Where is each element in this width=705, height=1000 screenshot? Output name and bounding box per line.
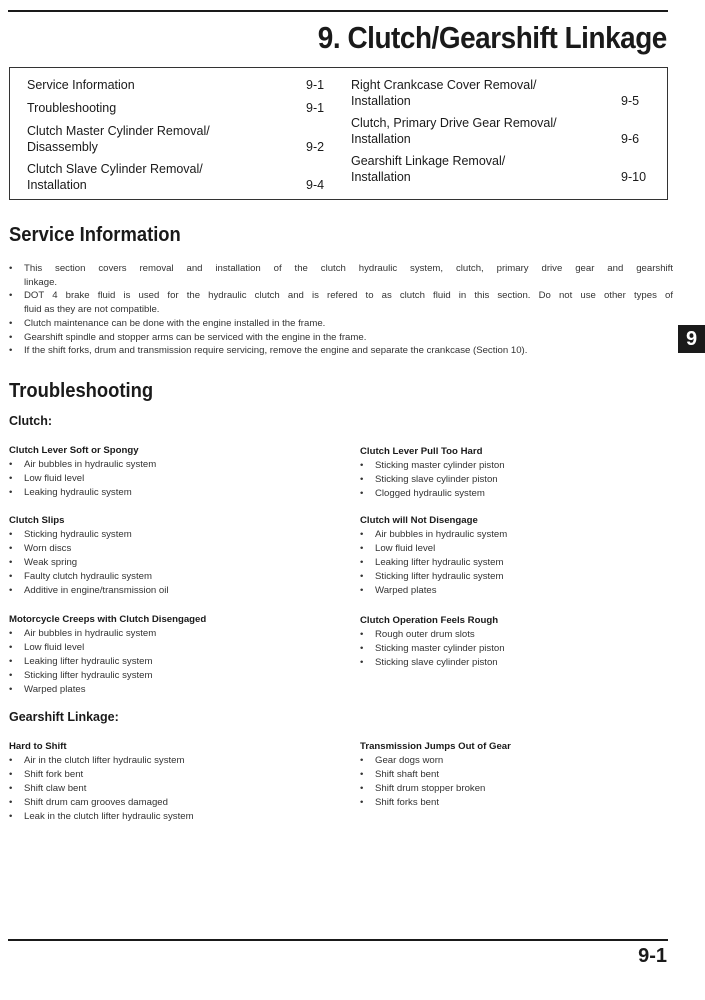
list-item: • Sticking lifter hydraulic system bbox=[360, 571, 504, 582]
symptom-title: Clutch Lever Pull Too Hard bbox=[360, 446, 483, 457]
list-item: • Weak spring bbox=[9, 557, 78, 568]
clutch-subheading: Clutch: bbox=[9, 414, 53, 428]
list-item: • Leaking lifter hydraulic system bbox=[360, 557, 504, 568]
list-item: • Low fluid level bbox=[9, 473, 85, 484]
list-item: • Additive in engine/transmission oil bbox=[9, 585, 169, 596]
list-item: • Leak in the clutch lifter hydraulic system bbox=[9, 811, 194, 822]
table-of-contents bbox=[9, 67, 668, 200]
list-item: • Sticking lifter hydraulic system bbox=[9, 670, 153, 681]
bottom-rule bbox=[8, 939, 668, 941]
chapter-title: 9. Clutch/Gearshift Linkage bbox=[317, 20, 667, 55]
toc-entry-gearshift-linkage[interactable]: Gearshift Linkage Removal/ Installation bbox=[351, 154, 506, 184]
toc-entry-primary-drive-gear[interactable]: Clutch, Primary Drive Gear Removal/ Installation bbox=[351, 116, 557, 146]
list-item: • Sticking master cylinder piston bbox=[360, 460, 505, 471]
toc-page: 9-2 bbox=[306, 140, 325, 154]
list-item: • Low fluid level bbox=[9, 642, 85, 653]
toc-entry-slave-cylinder[interactable]: Clutch Slave Cylinder Removal/ Installation bbox=[27, 162, 203, 192]
toc-entry-service-information[interactable]: Service Information bbox=[27, 78, 135, 92]
toc-page: 9-6 bbox=[621, 132, 640, 146]
list-item: • Shift drum stopper broken bbox=[360, 783, 486, 794]
symptom-block bbox=[360, 614, 660, 670]
list-item: • DOT 4 brake fluid is used for the hydraulic clutch and is refered to as clutch fluid in this section. Do not use other types of fluid as they are not compatible. bbox=[9, 290, 673, 316]
list-item: • Worn discs bbox=[9, 543, 72, 554]
list-item: • Gearshift spindle and stopper arms can be serviced with the engine in the frame. bbox=[9, 331, 367, 343]
list-item: • Warped plates bbox=[360, 585, 437, 596]
list-item: • Air bubbles in hydraulic system bbox=[9, 459, 157, 470]
list-item: • Leaking lifter hydraulic system bbox=[9, 656, 153, 667]
service-information-heading: Service Information bbox=[9, 224, 181, 246]
list-item: • Air bubbles in hydraulic system bbox=[9, 628, 157, 639]
list-item: • Sticking slave cylinder piston bbox=[360, 474, 498, 485]
toc-entry-master-cylinder[interactable]: Clutch Master Cylinder Removal/ Disassembly bbox=[27, 124, 210, 154]
list-item: • Gear dogs worn bbox=[360, 755, 444, 766]
symptom-title: Transmission Jumps Out of Gear bbox=[360, 741, 511, 752]
list-item: • This section covers removal and installation of the clutch hydraulic system, clutch, primary drive gear and gearshift linkage. bbox=[9, 263, 673, 288]
list-item: • Shift claw bent bbox=[9, 783, 87, 794]
list-item: • Sticking hydraulic system bbox=[9, 529, 132, 540]
toc-page: 9-4 bbox=[306, 178, 325, 192]
list-item: • Clutch maintenance can be done with the engine installed in the frame. bbox=[9, 317, 326, 329]
symptom-title: Hard to Shift bbox=[9, 741, 67, 752]
symptom-block bbox=[360, 514, 660, 598]
list-item: • Clogged hydraulic system bbox=[360, 488, 485, 499]
list-item: • Shift fork bent bbox=[9, 769, 84, 780]
list-item: • Faulty clutch hydraulic system bbox=[9, 571, 152, 582]
list-item: • Shift shaft bent bbox=[360, 769, 439, 780]
list-item: • Sticking slave cylinder piston bbox=[360, 657, 498, 668]
service-information-list bbox=[9, 262, 673, 358]
top-rule bbox=[8, 10, 668, 12]
symptom-block bbox=[360, 740, 660, 810]
symptom-block bbox=[9, 613, 309, 697]
toc-page: 9-5 bbox=[621, 94, 640, 108]
symptom-block bbox=[360, 445, 660, 501]
symptom-title: Clutch Lever Soft or Spongy bbox=[9, 445, 139, 456]
list-item: • Shift drum cam grooves damaged bbox=[9, 797, 168, 808]
symptom-block bbox=[9, 444, 309, 500]
list-item: • Leaking hydraulic system bbox=[9, 487, 132, 498]
toc-page: 9-10 bbox=[621, 170, 647, 184]
page-number: 9-1 bbox=[638, 945, 667, 967]
toc-page: 9-1 bbox=[306, 78, 325, 92]
troubleshooting-heading: Troubleshooting bbox=[9, 380, 154, 402]
list-item: • Air in the clutch lifter hydraulic system bbox=[9, 755, 185, 766]
list-item: • Low fluid level bbox=[360, 543, 436, 554]
symptom-title: Clutch Slips bbox=[9, 515, 65, 526]
list-item: • Rough outer drum slots bbox=[360, 629, 475, 640]
toc-page: 9-1 bbox=[306, 101, 325, 115]
list-item: • Shift forks bent bbox=[360, 797, 439, 808]
symptom-title: Clutch will Not Disengage bbox=[360, 515, 478, 526]
list-item: • Warped plates bbox=[9, 684, 86, 695]
toc-entry-crankcase-cover[interactable]: Right Crankcase Cover Removal/ Installation bbox=[351, 78, 537, 108]
toc-entry-troubleshooting[interactable]: Troubleshooting bbox=[27, 101, 117, 115]
list-item: • Air bubbles in hydraulic system bbox=[360, 529, 508, 540]
symptom-block bbox=[9, 740, 309, 824]
list-item: • If the shift forks, drum and transmission require servicing, remove the engine and separate the crankcase (Section 10). bbox=[9, 345, 528, 357]
symptom-block bbox=[9, 514, 309, 598]
chapter-tab: 9 bbox=[678, 325, 705, 353]
gearshift-subheading: Gearshift Linkage: bbox=[9, 710, 119, 724]
list-item: • Sticking master cylinder piston bbox=[360, 643, 505, 654]
symptom-title: Motorcycle Creeps with Clutch Disengaged bbox=[9, 614, 207, 625]
symptom-title: Clutch Operation Feels Rough bbox=[360, 615, 499, 626]
